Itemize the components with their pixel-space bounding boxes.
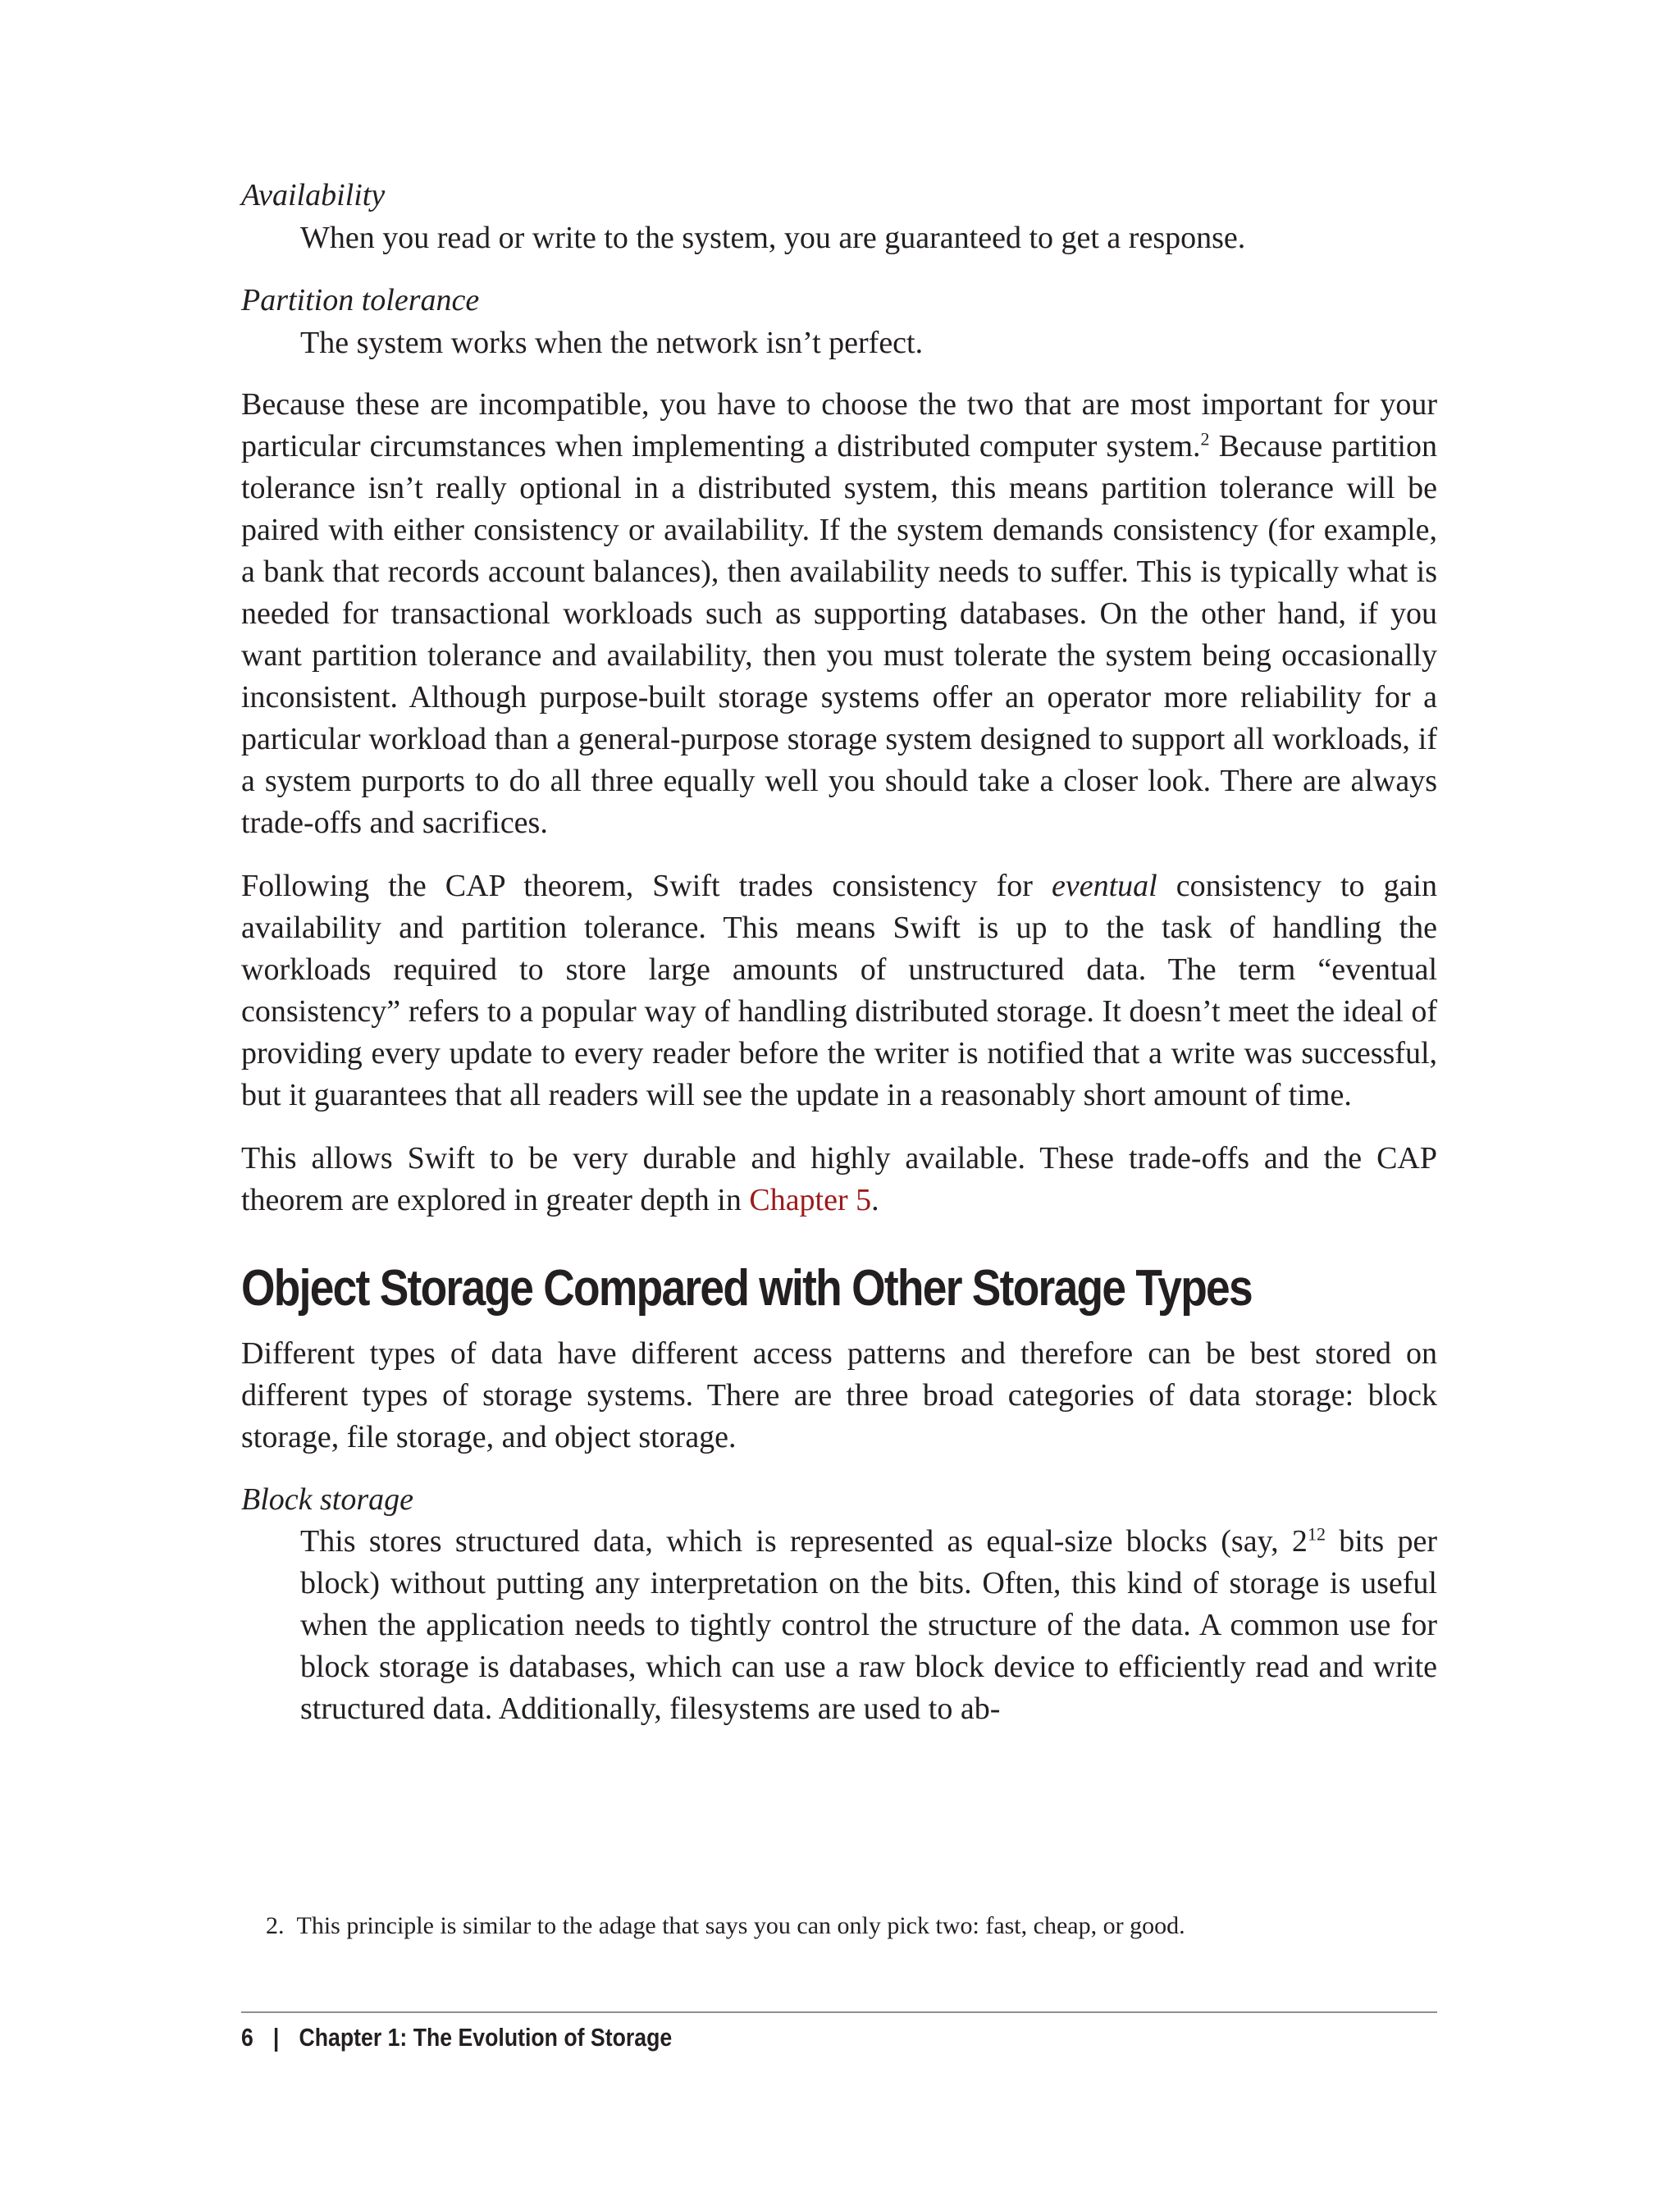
page-footer [241, 2020, 672, 2056]
definition-block-storage [300, 1521, 1437, 1730]
paragraph-durability-text-a: This allows Swift to be very durable and highly available. These trade-offs and the CAP theorem are explored in greater depth in [241, 1141, 1437, 1217]
footnote [266, 1910, 1185, 1942]
paragraph-eventual-text-a: Following the CAP theorem, Swift trades consistency for [241, 869, 1052, 903]
exponent: 12 [1307, 1523, 1326, 1545]
section-heading: Object Storage Compared with Other Storage Types [241, 1260, 1252, 1317]
term-block-storage: Block storage [241, 1482, 414, 1517]
footer-separator: | [272, 2023, 280, 2052]
paragraph-eventual-consistency [241, 865, 1437, 1116]
paragraph-durability [241, 1138, 1437, 1221]
page-number: 6 [241, 2023, 253, 2052]
page-body [241, 174, 1437, 1730]
chapter-5-link[interactable]: Chapter 5 [749, 1183, 872, 1217]
paragraph-durability-text-b: . [871, 1183, 879, 1217]
paragraph-eventual-text-b: consistency to gain availability and partition tolerance. This means Swift is up to the task of handling the workloads required to store large amounts of unstructured data. The term “eventual consistency” refers to a popular way of handling distributed storage. It doesn’t meet the ideal of providing every update to every reader before the writer is notified that a write was successful, but it guarantees that all readers will see the update in a reasonably short amount of time. [241, 869, 1437, 1112]
block-storage-text-a: This stores structured data, which is represented as equal-size blocks (say, 2 [300, 1524, 1308, 1559]
footnote-reference[interactable]: 2 [1200, 428, 1210, 450]
paragraph-cap-choice-text-a: Because these are incompatible, you have to choose the two that are most important for your particular circumstances when implementing a distributed computer system. [241, 387, 1437, 463]
footer-rule [241, 2011, 1437, 2013]
paragraph-cap-choice-text-b: Because partition tolerance isn’t really optional in a distributed system, this means partition tolerance will be paired with either consistency or availability. If the system demands consistency (for example, a bank that records account balances), then availability needs to suffer. This is typically what is needed for transactional workloads such as supporting databases. On the other hand, if you want partition tolerance and availability, then you must tolerate the system being occasionally inconsistent. Although purpose-built storage systems offer an operator more reliability for a particular workload than a general-purpose storage system designed to support all workloads, if a system purports to do all three equally well you should take a closer look. There are always trade-offs and sacrifices. [241, 429, 1437, 840]
paragraph-storage-categories: Different types of data have different access patterns and therefore can be best stored on different types of storage systems. There are three broad categories of data storage: block storage, file storage, and object storage. [241, 1336, 1437, 1454]
definition-partition-tolerance: The system works when the network isn’t perfect. [300, 326, 924, 360]
block-storage-text-b: bits per block) without putting any interpretation on the bits. Often, this kind of storage is useful when the application needs to tightly control the structure of the data. A common use for block storage is databases, which can use a raw block device to efficiently read and write structured data. Additionally, filesystems are used to ab- [300, 1524, 1437, 1726]
term-availability: Availability [241, 178, 386, 212]
emphasis-eventual: eventual [1051, 869, 1157, 903]
paragraph-cap-choice [241, 384, 1437, 844]
term-partition-tolerance: Partition tolerance [241, 283, 480, 317]
footnote-number: 2. [266, 1912, 285, 1939]
running-chapter-title: Chapter 1: The Evolution of Storage [299, 2023, 673, 2052]
definition-availability: When you read or write to the system, you are guaranteed to get a response. [300, 221, 1246, 255]
footnote-text: This principle is similar to the adage that says you can only pick two: fast, cheap, or good. [296, 1912, 1185, 1939]
